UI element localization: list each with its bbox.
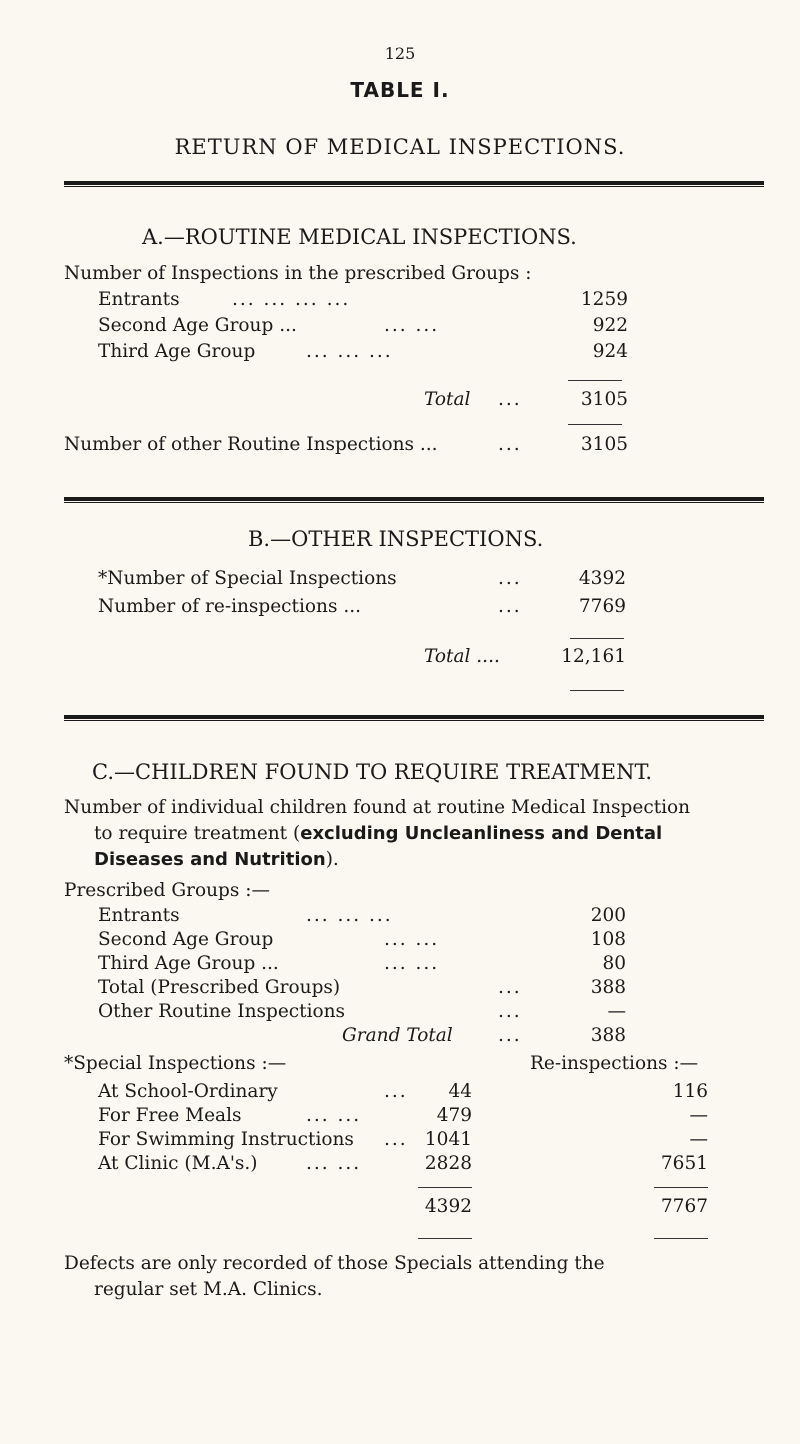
special-inspections-label: *Special Inspections :— — [64, 1053, 287, 1074]
sum-rule — [654, 1238, 708, 1239]
section-b-row-label: *Number of Special Inspections — [98, 568, 397, 589]
prescribed-groups-label: Prescribed Groups :— — [64, 880, 270, 901]
section-c-heading: C.—CHILDREN FOUND TO REQUIRE TREATMENT. — [92, 760, 653, 784]
section-c-intro-line2 — [94, 823, 662, 844]
sum-rule — [418, 1187, 472, 1188]
intro-bold-text: Diseases and Nutrition — [94, 849, 326, 870]
grand-total-dots: ... — [498, 1025, 522, 1046]
section-a-row-value: 924 — [592, 341, 628, 362]
section-c-row-label: Total (Prescribed Groups) — [98, 977, 341, 998]
reinspect-row-count: 7651 — [660, 1153, 708, 1174]
section-b-row-value: 7769 — [578, 596, 626, 617]
section-c-row-dots: ... ... — [384, 953, 440, 974]
section-c-row-value: 108 — [590, 929, 626, 950]
sum-rule — [570, 638, 624, 639]
section-c-intro-line3 — [94, 849, 339, 870]
special-row-label: At Clinic (M.A's.) — [98, 1153, 258, 1174]
section-c-row-dots: ... — [498, 977, 522, 998]
special-row-dots: ... ... — [306, 1105, 362, 1126]
special-row-count: 2828 — [424, 1153, 472, 1174]
section-c-row-label: Third Age Group ... — [98, 953, 279, 974]
section-a-other-dots: ... — [498, 434, 522, 455]
section-c-row-value: 388 — [590, 977, 626, 998]
section-a-other-label: Number of other Routine Inspections ... — [64, 434, 438, 455]
special-row-dots: ... — [384, 1129, 408, 1150]
special-total: 4392 — [424, 1196, 472, 1217]
section-a-total-dots: ... — [498, 389, 522, 410]
section-a-row-label: Second Age Group ... — [98, 315, 297, 336]
section-b-total-value: 12,161 — [561, 646, 626, 667]
section-a-total-label: Total — [424, 389, 471, 410]
section-c-row-value: 80 — [602, 953, 626, 974]
section-c-row-label: Second Age Group — [98, 929, 274, 950]
sum-rule — [568, 380, 622, 381]
reinspections-label: Re-inspections :— — [530, 1053, 699, 1074]
special-row-count: 479 — [436, 1105, 472, 1126]
section-b-total-label: Total .... — [424, 646, 500, 667]
intro-bold-text: excluding Uncleanliness and Dental — [300, 823, 663, 844]
special-row-count: 44 — [448, 1081, 472, 1102]
reinspect-row-count: — — [689, 1105, 708, 1126]
divider-b-c — [64, 715, 764, 719]
section-c-row-dots: ... ... — [384, 929, 440, 950]
section-a-intro: Number of Inspections in the prescribed Groups : — [64, 263, 532, 284]
intro-end-text: ). — [325, 849, 339, 870]
section-a-total-value: 3105 — [580, 389, 628, 410]
section-a-other-value: 3105 — [580, 434, 628, 455]
section-a-row-dots: ... ... — [384, 315, 440, 336]
section-a-row-value: 922 — [592, 315, 628, 336]
section-c-row-label: Entrants — [98, 905, 180, 926]
section-b-row-dots: ... — [498, 596, 522, 617]
section-a-row-label: Third Age Group — [98, 341, 256, 362]
section-c-row-value: 200 — [590, 905, 626, 926]
section-a-row-dots: ... ... ... ... — [232, 289, 351, 310]
section-b-row-label: Number of re-inspections ... — [98, 596, 361, 617]
table-label: TABLE I. — [350, 78, 450, 102]
section-b-row-value: 4392 — [578, 568, 626, 589]
sum-rule — [570, 690, 624, 691]
footnote-line2: regular set M.A. Clinics. — [94, 1279, 323, 1300]
section-b-row-dots: ... — [498, 568, 522, 589]
special-row-count: 1041 — [424, 1129, 472, 1150]
grand-total-label: Grand Total — [342, 1025, 453, 1046]
section-c-row-label: Other Routine Inspections — [98, 1001, 346, 1022]
section-a-row-label: Entrants — [98, 289, 180, 310]
special-row-dots: ... — [384, 1081, 408, 1102]
grand-total-value: 388 — [590, 1025, 626, 1046]
special-row-label: For Free Meals — [98, 1105, 242, 1126]
reinspect-row-count: — — [689, 1129, 708, 1150]
sum-rule — [654, 1187, 708, 1188]
section-b-heading: B.—OTHER INSPECTIONS. — [248, 527, 544, 551]
sum-rule — [568, 424, 622, 425]
section-c-row-dots: ... — [498, 1001, 522, 1022]
section-a-heading: A.—ROUTINE MEDICAL INSPECTIONS. — [142, 225, 577, 249]
divider-top — [64, 181, 764, 185]
footnote-line1: Defects are only recorded of those Specials attending the — [64, 1253, 605, 1274]
sum-rule — [418, 1238, 472, 1239]
special-row-label: At School-Ordinary — [98, 1081, 278, 1102]
section-c-row-dots: ... ... ... — [306, 905, 393, 926]
reinspect-total: 7767 — [660, 1196, 708, 1217]
reinspect-row-count: 116 — [672, 1081, 708, 1102]
section-a-row-value: 1259 — [580, 289, 628, 310]
divider-a-b — [64, 497, 764, 501]
page-number: 125 — [384, 44, 416, 63]
special-row-label: For Swimming Instructions — [98, 1129, 354, 1150]
page-title: RETURN OF MEDICAL INSPECTIONS. — [174, 135, 626, 159]
section-c-row-value: — — [607, 1001, 626, 1022]
section-c-intro-line1: Number of individual children found at routine Medical Inspection — [64, 797, 691, 818]
intro-plain-text: to require treatment ( — [94, 823, 301, 844]
section-a-row-dots: ... ... ... — [306, 341, 393, 362]
special-row-dots: ... ... — [306, 1153, 362, 1174]
